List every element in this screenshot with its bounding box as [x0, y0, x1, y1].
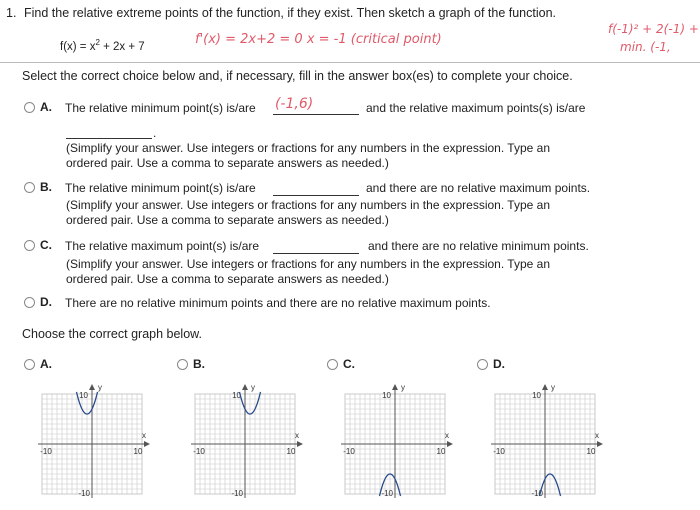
choice-b-answer-box[interactable]: [273, 181, 359, 196]
graph-c-letter: C.: [343, 357, 355, 371]
y-axis-arrow: [542, 384, 548, 390]
x-right-tick: 10: [286, 447, 296, 456]
choice-a-max-answer-box[interactable]: [66, 124, 152, 139]
x-axis-arrow: [447, 441, 453, 447]
x-axis-arrow: [144, 441, 150, 447]
x-right-tick: 10: [133, 447, 143, 456]
graph-d-letter: D.: [493, 357, 505, 371]
choice-a-note-1: (Simplify your answer. Use integers or fractions for any numbers in the expression. Type an: [66, 141, 551, 155]
y-bottom-tick: -10: [231, 489, 243, 498]
graph-b-letter: B.: [193, 357, 205, 371]
choice-c-text: The relative maximum point(s) is/are: [65, 239, 260, 253]
y-axis-label: y: [251, 383, 255, 392]
x-right-tick: 10: [586, 447, 596, 456]
radio-graph-c[interactable]: [327, 359, 338, 370]
instruction-text: Select the correct choice below and, if necessary, fill in the answer box(es) to complete your choice.: [22, 69, 573, 83]
radio-graph-b[interactable]: [177, 359, 188, 370]
y-axis-arrow: [392, 384, 398, 390]
function-rest: + 2x + 7: [99, 40, 145, 53]
choice-b-note-1: (Simplify your answer. Use integers or fractions for any numbers in the expression. Type an: [66, 198, 551, 212]
y-axis-arrow: [89, 384, 95, 390]
handwritten-side-bottom: min. (-1,: [620, 40, 671, 54]
y-axis-label: y: [98, 383, 102, 392]
y-bottom-tick: -10: [531, 489, 543, 498]
radio-choice-b[interactable]: [24, 182, 35, 193]
radio-graph-a[interactable]: [24, 359, 35, 370]
choice-c-text-post: and there are no relative minimum points.: [368, 239, 589, 253]
choice-b-text-post: and there are no relative maximum points.: [366, 181, 591, 195]
x-axis-label: x: [595, 431, 599, 440]
radio-graph-d[interactable]: [477, 359, 488, 370]
graph-c[interactable]: [333, 378, 463, 506]
graph-d[interactable]: [483, 378, 613, 506]
choice-d-letter: D.: [40, 295, 52, 309]
radio-choice-d[interactable]: [24, 297, 35, 308]
x-axis-label: x: [295, 431, 299, 440]
function-text: f(x) = x: [60, 40, 96, 53]
choice-b-note-2: ordered pair. Use a comma to separate answers as needed.): [66, 213, 389, 227]
graph-a[interactable]: [30, 378, 160, 506]
question-prompt: Find the relative extreme points of the function, if they exist. Then sketch a graph of the function.: [24, 6, 557, 20]
radio-choice-c[interactable]: [24, 240, 35, 251]
choice-d-text: There are no relative minimum points and there are no relative maximum points.: [65, 296, 491, 310]
y-top-tick: 10: [79, 391, 88, 400]
y-top-tick: 10: [232, 391, 241, 400]
y-axis-label: y: [401, 383, 405, 392]
choice-a-note-2: ordered pair. Use a comma to separate answers as needed.): [66, 156, 389, 170]
graph-prompt: Choose the correct graph below.: [22, 327, 202, 341]
y-top-tick: 10: [532, 391, 541, 400]
x-axis-arrow: [597, 441, 603, 447]
radio-choice-a[interactable]: [24, 102, 35, 113]
y-top-tick: 10: [382, 391, 391, 400]
choice-b-letter: B.: [40, 180, 52, 194]
handwritten-derivative: f'(x) = 2x+2 = 0 x = -1 (critical point): [195, 32, 442, 47]
choice-a-period: .: [153, 126, 157, 140]
choice-a-text: The relative minimum point(s) is/are: [65, 101, 256, 115]
handwritten-side-top: f(-1)² + 2(-1) +: [608, 22, 699, 36]
graph-b[interactable]: [183, 378, 313, 506]
choice-c-note-1: (Simplify your answer. Use integers or fractions for any numbers in the expression. Type an: [66, 257, 551, 271]
x-right-tick: 10: [436, 447, 446, 456]
choice-a-min-handwritten: (-1,6): [275, 96, 314, 112]
x-left-tick: -10: [40, 447, 52, 456]
function-exponent: 2: [95, 38, 100, 47]
y-bottom-tick: -10: [381, 489, 393, 498]
x-left-tick: -10: [193, 447, 205, 456]
graph-a-letter: A.: [40, 357, 52, 371]
choice-c-answer-box[interactable]: [273, 239, 359, 254]
x-axis-label: x: [445, 431, 449, 440]
x-axis-arrow: [297, 441, 303, 447]
choice-a-letter: A.: [40, 100, 52, 114]
x-axis-label: x: [142, 431, 146, 440]
x-left-tick: -10: [493, 447, 505, 456]
y-axis-label: y: [551, 383, 555, 392]
y-bottom-tick: -10: [78, 489, 90, 498]
y-axis-arrow: [242, 384, 248, 390]
choice-c-note-2: ordered pair. Use a comma to separate answers as needed.): [66, 272, 389, 286]
function-expression: [60, 38, 145, 53]
question-number: 1.: [6, 6, 17, 20]
choice-a-text-post: and the relative maximum points(s) is/are: [366, 101, 586, 115]
x-left-tick: -10: [343, 447, 355, 456]
choice-b-text: The relative minimum point(s) is/are: [65, 181, 256, 195]
divider: [0, 62, 700, 63]
choice-a-min-answer-box[interactable]: [273, 96, 359, 115]
choice-c-letter: C.: [40, 238, 52, 252]
